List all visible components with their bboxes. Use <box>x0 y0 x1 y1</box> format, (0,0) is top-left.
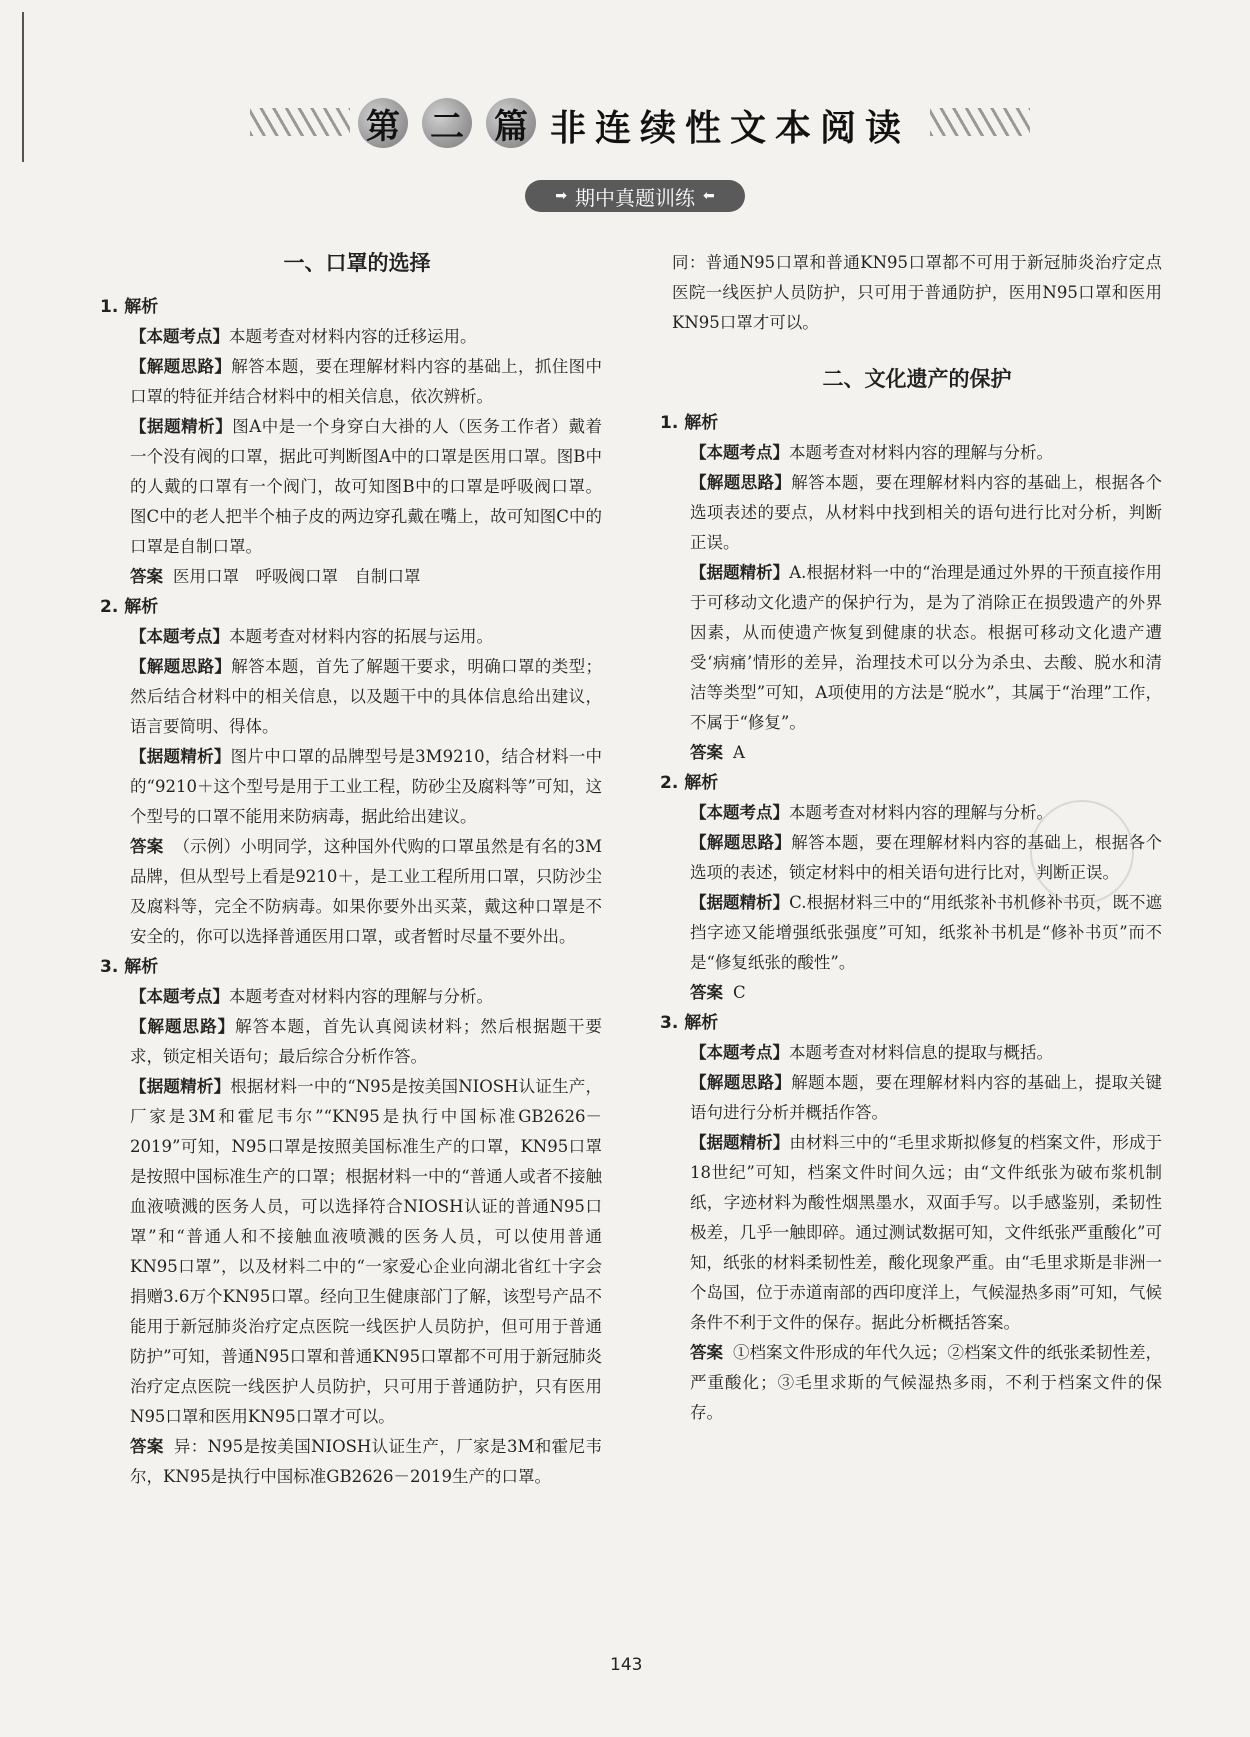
r-q3-key-point: 【本题考点】本题考查对材料信息的提取与概括。 <box>690 1043 1053 1062</box>
r-q2-key-point: 【本题考点】本题考查对材料内容的理解与分析。 <box>690 803 1053 822</box>
section-pill <box>525 180 745 212</box>
chapter-char-1: 第 <box>358 98 408 148</box>
page-spine-line <box>22 12 24 162</box>
section-title-heritage: 二、文化遗产的保护 <box>822 367 1012 391</box>
page-number: 143 <box>610 1655 643 1675</box>
chapter-banner <box>250 96 1030 152</box>
r-q3-answer: 答案 ①档案文件形成的年代久远；②档案文件的纸张柔韧性差，严重酸化；③毛里求斯的气候湿热多雨，不利于档案文件的保存。 <box>690 1343 1162 1422</box>
q1-key-point: 【本题考点】本题考查对材料内容的迁移运用。 <box>130 327 477 346</box>
r-question-2-heading: 2. 解析 <box>660 773 719 793</box>
r-q1-key-point: 【本题考点】本题考查对材料内容的理解与分析。 <box>690 443 1053 462</box>
r-q2-answer: 答案 C <box>690 983 746 1002</box>
q1-analysis: 【据题精析】图A中是一个身穿白大褂的人（医务工作者）戴着一个没有阀的口罩，据此可判断图A中的口罩是医用口罩。图B中的人戴的口罩有一个阀门，故可知图B中的口罩是呼吸阀口罩。图C中的老人把半个柚子皮的两边穿孔戴在嘴上，故可知图C中的口罩是自制口罩。 <box>130 417 603 556</box>
continued-answer: 同：普通N95口罩和普通KN95口罩都不可用于新冠肺炎治疗定点医院一线医护人员防护，只可用于普通防护，医用N95口罩和医用KN95口罩才可以。 <box>672 253 1162 332</box>
chapter-title: 非连续性文本阅读 <box>550 108 911 149</box>
question-3-heading: 3. 解析 <box>100 957 159 977</box>
r-q3-solution-idea: 【解题思路】解题本题，要在理解材料内容的基础上，提取关键语句进行分析并概括作答。 <box>690 1073 1163 1122</box>
q1-solution-idea: 【解题思路】解答本题，要在理解材料内容的基础上，抓住图中口罩的特征并结合材料中的相关信息，依次辨析。 <box>130 357 603 406</box>
left-column <box>100 248 603 1492</box>
q1-answer: 答案 医用口罩 呼吸阀口罩 自制口罩 <box>130 567 421 586</box>
hatch-decoration-right <box>930 108 1030 136</box>
r-question-3-heading: 3. 解析 <box>660 1013 719 1033</box>
arrow-left-icon: ⬅ <box>703 188 715 204</box>
chapter-char-3: 篇 <box>486 98 536 148</box>
section-pill-label: 期中真题训练 <box>575 185 695 210</box>
r-q3-analysis: 【据题精析】由材料三中的“毛里求斯拟修复的档案文件，形成于18世纪”可知，档案文件时间久远；由“文件纸张为破布浆机制纸，字迹材料为酸性烟黑墨水，双面手写。以手感鉴别，柔韧性极差，几乎一触即碎。通过测试数据可知，文件纸张严重酸化”可知，纸张的材料柔韧性差，酸化现象严重。由“毛里求斯是非洲一个岛国，位于赤道南部的西印度洋上，气候湿热多雨”可知，气候条件不利于文件的保存。据此分析概括答案。 <box>690 1133 1163 1332</box>
r-q1-answer: 答案 A <box>690 743 745 762</box>
q2-solution-idea: 【解题思路】解答本题，首先了解题干要求，明确口罩的类型；然后结合材料中的相关信息，以及题干中的具体信息给出建议，语言要简明、得体。 <box>130 657 603 736</box>
q3-solution-idea: 【解题思路】解答本题，首先认真阅读材料；然后根据题干要求，锁定相关语句；最后综合分析作答。 <box>130 1017 603 1066</box>
r-q2-solution-idea: 【解题思路】解答本题，要在理解材料内容的基础上，根据各个选项的表述，锁定材料中的相关语句进行比对，判断正误。 <box>690 833 1163 882</box>
section-title-masks: 一、口罩的选择 <box>283 251 431 275</box>
r-q1-analysis: 【据题精析】A.根据材料一中的“治理是通过外界的干预直接作用于可移动文化遗产的保护行为，是为了消除正在损毁遗产的外界因素，从而使遗产恢复到健康的状态。根据可移动文化遗产遭受‘病痛’情形的差异，治理技术可以分为杀虫、去酸、脱水和清洁等类型”可知，A项使用的方法是“脱水”，其属于“治理”工作，不属于“修复”。 <box>690 563 1162 732</box>
r-q1-solution-idea: 【解题思路】解答本题，要在理解材料内容的基础上，根据各个选项表述的要点，从材料中找到相关的语句进行比对分析，判断正误。 <box>690 473 1163 552</box>
q3-answer: 答案 异：N95是按美国NIOSH认证生产，厂家是3M和霍尼韦尔，KN95是执行中国标准GB2626－2019生产的口罩。 <box>130 1437 602 1486</box>
chapter-char-2: 二 <box>422 98 472 148</box>
question-1-heading: 1. 解析 <box>100 297 159 317</box>
hatch-decoration-left <box>250 108 350 136</box>
r-question-1-heading: 1. 解析 <box>660 413 719 433</box>
q3-key-point: 【本题考点】本题考查对材料内容的理解与分析。 <box>130 987 493 1006</box>
arrow-right-icon: ➡ <box>555 188 567 204</box>
q3-analysis: 【据题精析】根据材料一中的“N95是按美国NIOSH认证生产，厂家是3M和霍尼韦尔”“KN95是执行中国标准GB2626－2019”可知，N95口罩是按照美国标准生产的口罩，KN95口罩是按照中国标准生产的口罩；根据材料一中的“普通人或者不接触血液喷溅的医务人员，可以选择符合NIOSH认证的普通N95口罩”和“普通人和不接触血液喷溅的医务人员，可以使用普通KN95口罩”，以及材料二中的“一家爱心企业向湖北省红十字会捐赠3.6万个KN95口罩。经向卫生健康部门了解，该型号产品不能用于新冠肺炎治疗定点医院一线医护人员防护，但可用于普通防护”可知，普通N95口罩和普通KN95口罩都不可用于新冠肺炎治疗定点医院一线医护人员防护，只可用于普通防护，只有医用N95口罩和医用KN95口罩才可以。 <box>130 1077 603 1426</box>
q2-answer: 答案 （示例）小明同学，这种国外代购的口罩虽然是有名的3M品牌，但从型号上看是9210＋，是工业工程所用口罩，只防沙尘及腐料等，完全不防病毒。如果你要外出买菜，戴这种口罩是不安全的，你可以选择普通医用口罩，或者暂时尽量不要外出。 <box>130 837 602 946</box>
q2-analysis: 【据题精析】图片中口罩的品牌型号是3M9210，结合材料一中的“9210＋这个型号是用于工业工程，防砂尘及腐料等”可知，这个型号的口罩不能用来防病毒，据此给出建议。 <box>130 747 602 826</box>
r-q2-analysis: 【据题精析】C.根据材料三中的“用纸浆补书机修补书页，既不遮挡字迹又能增强纸张强度”可知，纸浆补书机是“修补书页”而不是“修复纸张的酸性”。 <box>690 893 1163 972</box>
question-2-heading: 2. 解析 <box>100 597 159 617</box>
q2-key-point: 【本题考点】本题考查对材料内容的拓展与运用。 <box>130 627 493 646</box>
